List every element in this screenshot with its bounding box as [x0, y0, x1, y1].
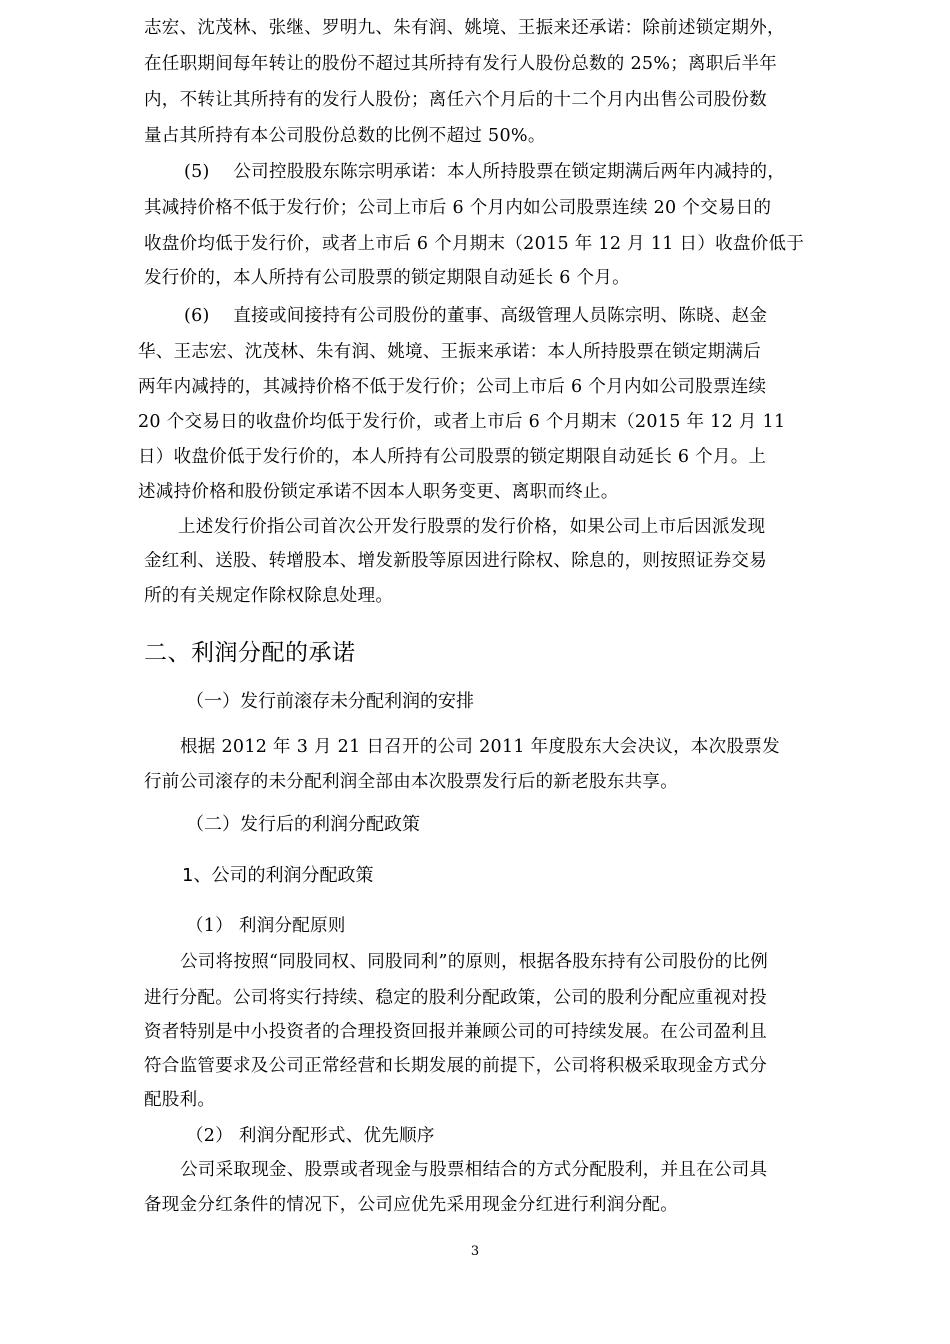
paragraph-line: 在任职期间每年转让的股份不超过其所持有发行人股份总数的 25%；离职后半年: [144, 54, 778, 74]
paragraph-line: 行前公司滚存的未分配利润全部由本次股票发行后的新老股东共享。: [144, 772, 678, 792]
paragraph-line: 配股利。: [144, 1090, 216, 1110]
paragraph-line: 上述发行价指公司首次公开发行股票的发行价格，如果公司上市后因派发现: [178, 517, 766, 537]
paragraph-line: 公司将按照“同股同权、同股同利”的原则，根据各股东持有公司股份的比例: [180, 952, 769, 972]
paragraph-line: 符合监管要求及公司正常经营和长期发展的前提下，公司将积极采取现金方式分: [144, 1056, 767, 1076]
paragraph-line: 收盘价均低于发行价，或者上市后 6 个月期末（2015 年 12 月 11 日）收盘价低于: [144, 234, 805, 254]
paragraph-line: 20 个交易日的收盘价均低于发行价，或者上市后 6 个月期末（2015 年 12 月 11: [138, 412, 786, 432]
paragraph-line: 发行价的，本人所持有公司股票的锁定期限自动延长 6 个月。: [144, 268, 630, 288]
paragraph-line: 志宏、沈茂林、张继、罗明九、朱有润、姚境、王振来还承诺：除前述锁定期外，: [144, 18, 785, 38]
page-number: 3: [470, 1244, 480, 1259]
item-subheading: （2） 利润分配形式、优先顺序: [186, 1126, 435, 1146]
paragraph-line: 金红利、送股、转增股本、增发新股等原因进行除权、除息的，则按照证券交易: [144, 551, 767, 571]
paragraph-line: (5) 公司控股股东陈宗明承诺：本人所持股票在锁定期满后两年内减持的，: [184, 162, 786, 182]
paragraph-line: 华、王志宏、沈茂林、朱有润、姚境、王振来承诺：本人所持股票在锁定期满后: [138, 342, 761, 362]
subsection-heading: （二）发行后的利润分配政策: [186, 814, 420, 835]
paragraph-line: 内，不转让其所持有的发行人股份；离任六个月后的十二个月内出售公司股份数: [144, 90, 767, 110]
paragraph-line: 备现金分红条件的情况下，公司应优先采用现金分红进行利润分配。: [144, 1195, 678, 1215]
paragraph-line: 量占其所持有本公司股份总数的比例不超过 50%。: [144, 126, 546, 146]
subsection-heading: （一）发行前滚存未分配利润的安排: [186, 691, 474, 712]
item-heading: 1、公司的利润分配政策: [182, 865, 374, 886]
paragraph-line: (6) 直接或间接持有公司股份的董事、高级管理人员陈宗明、陈晓、赵金: [184, 306, 768, 326]
paragraph-line: 进行分配。公司将实行持续、稳定的股利分配政策，公司的股利分配应重视对投: [144, 988, 767, 1008]
paragraph-line: 公司采取现金、股票或者现金与股票相结合的方式分配股利，并且在公司具: [180, 1160, 768, 1180]
paragraph-line: 资者特别是中小投资者的合理投资回报并兼顾公司的可持续发展。在公司盈利且: [144, 1022, 767, 1042]
paragraph-line: 其减持价格不低于发行价；公司上市后 6 个月内如公司股票连续 20 个交易日的: [144, 198, 772, 218]
paragraph-line: 日）收盘价低于发行价的，本人所持有公司股票的锁定期限自动延长 6 个月。上: [138, 447, 767, 467]
paragraph-line: 所的有关规定作除权除息处理。: [144, 586, 394, 606]
paragraph-line: 两年内减持的，其减持价格不低于发行价；公司上市后 6 个月内如公司股票连续: [138, 377, 767, 397]
paragraph-line: 述减持价格和股份锁定承诺不因本人职务变更、离职而终止。: [138, 482, 619, 502]
paragraph-line: 根据 2012 年 3 月 21 日召开的公司 2011 年度股东大会决议，本次股票发: [180, 737, 780, 757]
item-subheading: （1） 利润分配原则: [186, 916, 346, 936]
section-heading: 二、利润分配的承诺: [144, 640, 356, 666]
